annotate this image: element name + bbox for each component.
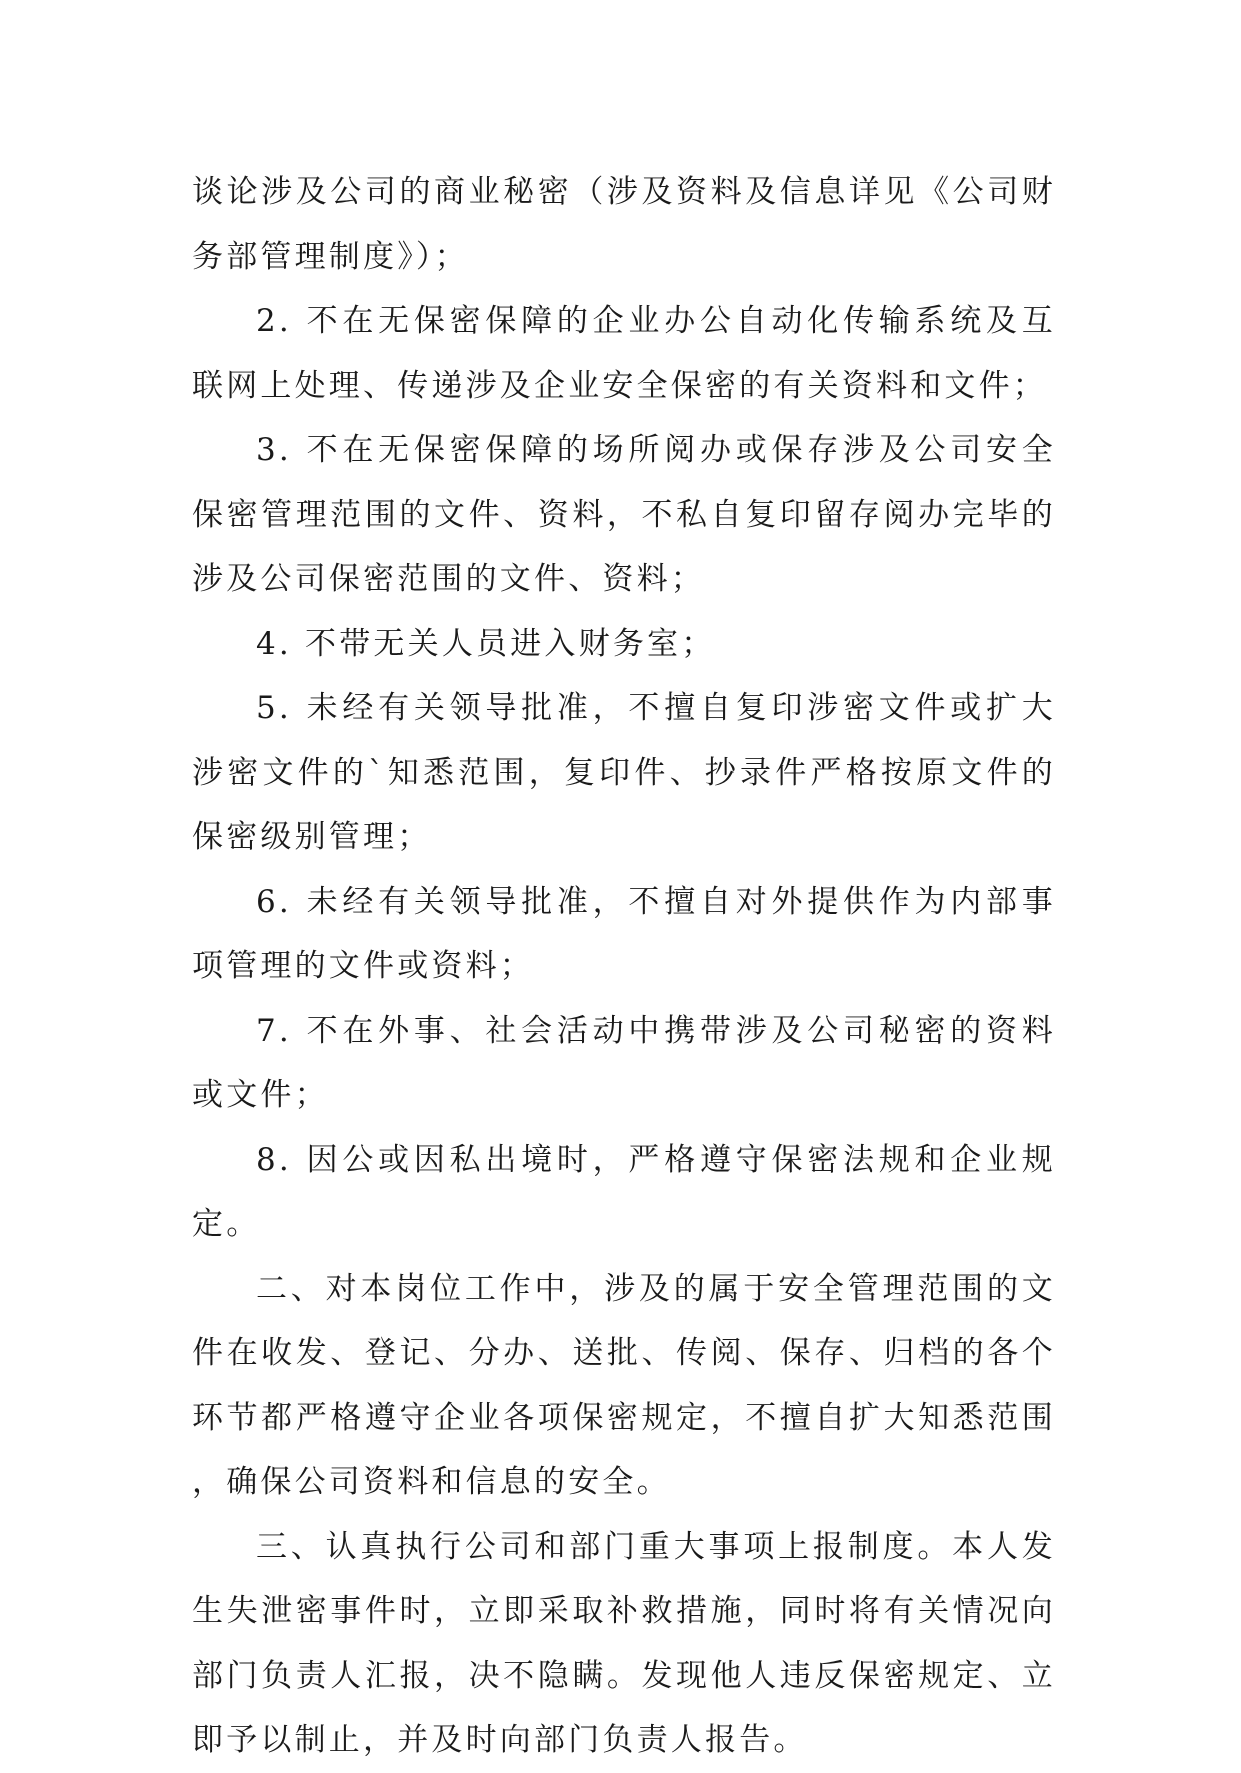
paragraph-continuation: 谈论涉及公司的商业秘密（涉及资料及信息详见《公司财务部管理制度》）； xyxy=(192,174,1056,275)
document-body xyxy=(192,160,1056,1773)
paragraph-item-6: 6. 未经有关领导批准，不擅自对外提供作为内部事项管理的文件或资料； xyxy=(192,883,1056,984)
paragraph-item-2: 2. 不在无保密保障的企业办公自动化传输系统及互联网上处理、传递涉及企业安全保密的有关资料和文件； xyxy=(192,303,1056,404)
paragraph-item-7: 7. 不在外事、社会活动中携带涉及公司秘密的资料或文件； xyxy=(192,1012,1056,1113)
paragraph-item-8: 8. 因公或因私出境时，严格遵守保密法规和企业规定。 xyxy=(192,1141,1056,1242)
paragraph-item-4: 4. 不带无关人员进入财务室； xyxy=(256,625,716,662)
paragraph-item-5: 5. 未经有关领导批准，不擅自复印涉密文件或扩大涉密文件的`知悉范围，复印件、抄录件严格按原文件的保密级别管理； xyxy=(192,690,1056,855)
paragraph-section-two: 二、对本岗位工作中，涉及的属于安全管理范围的文件在收发、登记、分办、送批、传阅、保存、归档的各个环节都严格遵守企业各项保密规定，不擅自扩大知悉范围，确保公司资料和信息的安全。 xyxy=(192,1270,1056,1500)
paragraph-item-3: 3. 不在无保密保障的场所阅办或保存涉及公司安全保密管理范围的文件、资料，不私自复印留存阅办完毕的涉及公司保密范围的文件、资料； xyxy=(192,432,1056,597)
paragraph-section-three: 三、认真执行公司和部门重大事项上报制度。本人发生失泄密事件时，立即采取补救措施，同时将有关情况向部门负责人汇报，决不隐瞒。发现他人违反保密规定、立即予以制止，并及时向部门负责人报告。 xyxy=(192,1528,1056,1758)
